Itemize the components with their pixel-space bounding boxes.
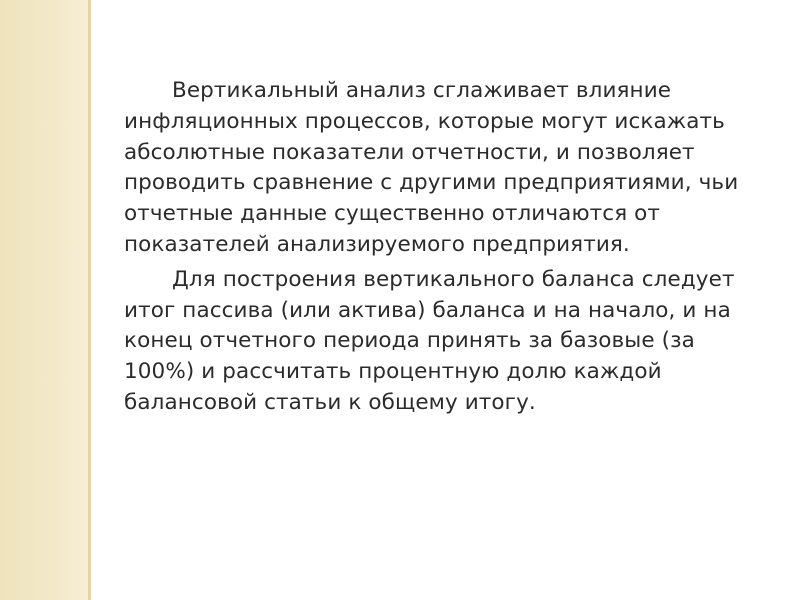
paragraph-1: Вертикальный анализ сглаживает влияние инфляционных процессов, которые могут искажать абсолютные показатели отчетности, и позволяет проводить сравнение с другими предприятиями, чьи отчетные данные существенно отличаются от показателей анализируемого предприятия. — [124, 78, 739, 257]
paragraph-2: Для построения вертикального баланса следует итог пассива (или актива) баланса и на начало, и на конец отчетного периода принять за базовые (за 100%) и рассчитать процентную долю каждой балансовой статьи к общему итогу. — [124, 266, 735, 415]
left-decorative-band — [0, 0, 88, 600]
band-edge-line — [88, 0, 91, 600]
slide-text — [124, 76, 769, 423]
